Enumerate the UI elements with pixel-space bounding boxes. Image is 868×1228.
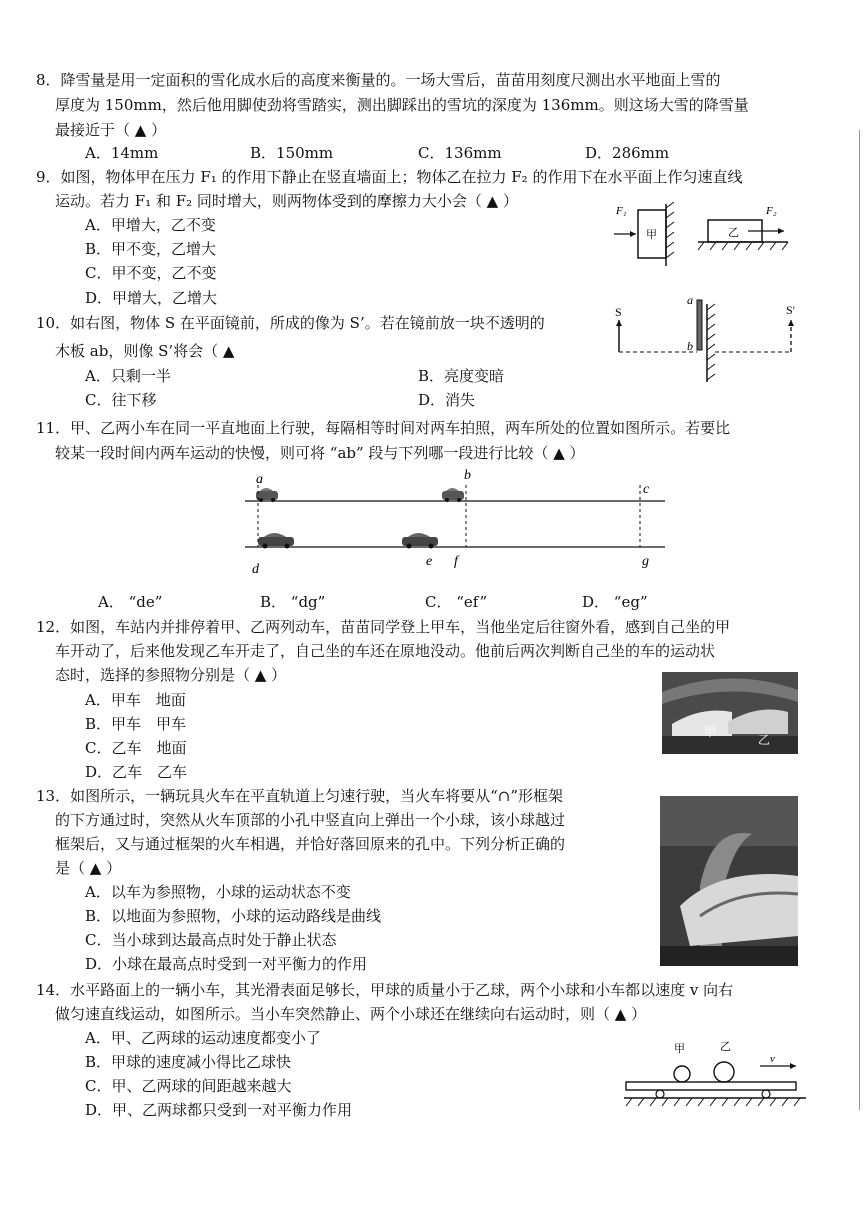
cart-body [626,1082,796,1090]
f1-label: F₁ [616,205,627,217]
velocity-label: v [770,1053,775,1065]
q8-option-b: B．150mm [250,144,334,162]
board-a-label: a [687,293,693,307]
cart-wheel-left [656,1090,664,1098]
q12-train-photo [662,672,798,754]
top-car-a [256,488,278,502]
q8-stem-line2: 厚度为 150mm，然后他用脚使劲将雪踏实，测出脚踩出的雪坑的深度为 136mm。则这场大雪的降雪量 [55,96,749,114]
q9-stem-line2: 运动。若力 F₁ 和 F₂ 同时增大，则两物体受到的摩擦力大小会（ ▲ ） [55,192,518,210]
mirror-hatch [707,304,715,380]
q12-stem-line3: 态时，选择的参照物分别是（ ▲ ） [55,666,287,684]
object-s-arrowhead [616,320,622,326]
q14-cart-diagram [620,1038,810,1110]
wall-hatch [666,202,674,258]
q13-stem-line4: 是（ ▲ ） [55,859,122,877]
q13-stem-line1: 13．如图所示，一辆玩具火车在平直轨道上匀速行驶，当火车将要从“∩”形框架 [36,787,563,805]
track [660,946,798,966]
q13-stem-line2: 的下方通过时，突然从火车顶部的小孔中竖直向上弹出一个小球，该小球越过 [55,811,566,829]
page-edge-line [859,130,860,1110]
q8-stem-line1: 8．降雪量是用一定面积的雪化成水后的高度来衡量的。一场大雪后，苗苗用刻度尺测出水平地面上雪的 [36,71,721,89]
block-jia-label: 甲 [646,229,657,241]
train-jia-label: 甲 [704,725,717,739]
ball-yi-label: 乙 [720,1040,731,1053]
ball-jia [674,1066,690,1082]
train-yi-label: 乙 [758,733,771,747]
label-f: f [454,554,458,569]
q11-option-d: D． “eg” [582,593,648,611]
q10-option-b: B．亮度变暗 [418,367,505,385]
q11-stem-line2: 较某一段时间内两车运动的快慢，则可将 “ab” 段与下列哪一段进行比较（ ▲ ） [55,444,585,462]
label-a: a [256,472,263,487]
board-ab [697,300,702,350]
q12-stem-line1: 12．如图，车站内并排停着甲、乙两列动车，苗苗同学登上甲车，当他坐定后往窗外看，感到自己坐的甲 [36,618,731,636]
ball-yi [714,1062,734,1082]
top-car-b [442,488,464,502]
q14-stem-line2: 做匀速直线运动，如图所示。当小车突然静止、两个小球还在继续向右运动时，则（ ▲ ） [55,1005,647,1023]
q11-option-b: B． “dg” [260,593,326,611]
image-s-prime-arrowhead [788,320,794,326]
q13-toy-train-photo [660,796,798,966]
q14-option-b: B．甲球的速度减小得比乙球快 [85,1053,292,1071]
q9-option-b: B．甲不变，乙增大 [85,240,217,258]
q10-option-a: A．只剩一半 [85,367,171,385]
q14-stem-line1: 14．水平路面上的一辆小车，其光滑表面足够长，甲球的质量小于乙球，两个小球和小车都以速度 v 向右 [36,981,734,999]
f2-label: F₂ [766,205,777,217]
image-s-prime-label: S′ [786,303,796,317]
q13-option-d: D．小球在最高点时受到一对平衡力的作用 [85,955,368,973]
q14-option-a: A．甲、乙两球的运动速度都变小了 [85,1029,321,1047]
q9-option-c: C．甲不变，乙不变 [85,264,217,282]
q12-option-b: B．甲车 甲车 [85,715,187,733]
q13-option-a: A．以车为参照物，小球的运动状态不变 [85,883,351,901]
f2-arrowhead [778,228,784,234]
q13-option-c: C．当小球到达最高点时处于静止状态 [85,931,337,949]
platform [662,736,798,754]
ball-jia-label: 甲 [674,1042,685,1055]
q11-option-c: C． “ef” [425,593,488,611]
q9-stem-line1: 9．如图，物体甲在压力 F₁ 的作用下静止在竖直墙面上；物体乙在拉力 F₂ 的作用下在水平面上作匀速直线 [36,168,743,186]
q12-stem-line2: 车开动了，后来他发现乙车开走了，自己坐的车还在原地没动。他前后两次判断自己坐的车的运动状 [55,642,716,660]
q10-stem-line2: 木板 ab，则像 S’将会（ ▲ [55,342,235,360]
q10-option-d: D．消失 [418,391,476,409]
cart-wheel-right [762,1090,770,1098]
q9-option-d: D．甲增大，乙增大 [85,289,218,307]
label-g: g [642,554,649,569]
q9-force-diagram [608,200,798,270]
q12-option-c: C．乙车 地面 [85,739,187,757]
label-b: b [464,468,471,483]
q8-stem-line3: 最接近于（ ▲ ） [55,121,167,139]
q10-option-c: C．往下移 [85,391,157,409]
ground-hatch [698,242,788,250]
q9-option-a: A．甲增大，乙不变 [85,216,216,234]
q13-option-b: B．以地面为参照物，小球的运动路线是曲线 [85,907,382,925]
label-c: c [643,482,650,497]
q11-option-a: A． “de” [98,593,163,611]
bottom-car-e [402,533,438,549]
q10-mirror-diagram [605,290,815,390]
label-d: d [252,562,259,577]
road-hatch [626,1098,800,1106]
label-e: e [426,554,433,569]
q12-option-d: D．乙车 乙车 [85,763,188,781]
q11-stem-line1: 11．甲、乙两小车在同一平直地面上行驶，每隔相等时间对两车拍照，两车所处的位置如图所示。若要比 [36,419,731,437]
q12-option-a: A．甲车 地面 [85,691,186,709]
q10-stem-line1: 10．如右图，物体 S 在平面镜前，所成的像为 S’。若在镜前放一块不透明的 [36,314,545,332]
q14-option-c: C．甲、乙两球的间距越来越大 [85,1077,292,1095]
q8-option-a: A．14mm [85,144,159,162]
velocity-arrowhead [790,1063,796,1069]
q14-option-d: D．甲、乙两球都只受到一对平衡力作用 [85,1101,353,1119]
q13-stem-line3: 框架后，又与通过框架的火车相遇，并恰好落回原来的孔中。下列分析正确的 [55,835,566,853]
bottom-car-d [258,533,294,549]
q8-option-d: D．286mm [585,144,670,162]
object-s-label: S [615,305,622,319]
block-yi-label: 乙 [728,227,739,239]
q11-car-diagram [240,465,670,580]
f1-arrowhead [630,231,636,237]
board-b-label: b [687,339,693,353]
q8-option-c: C．136mm [418,144,502,162]
